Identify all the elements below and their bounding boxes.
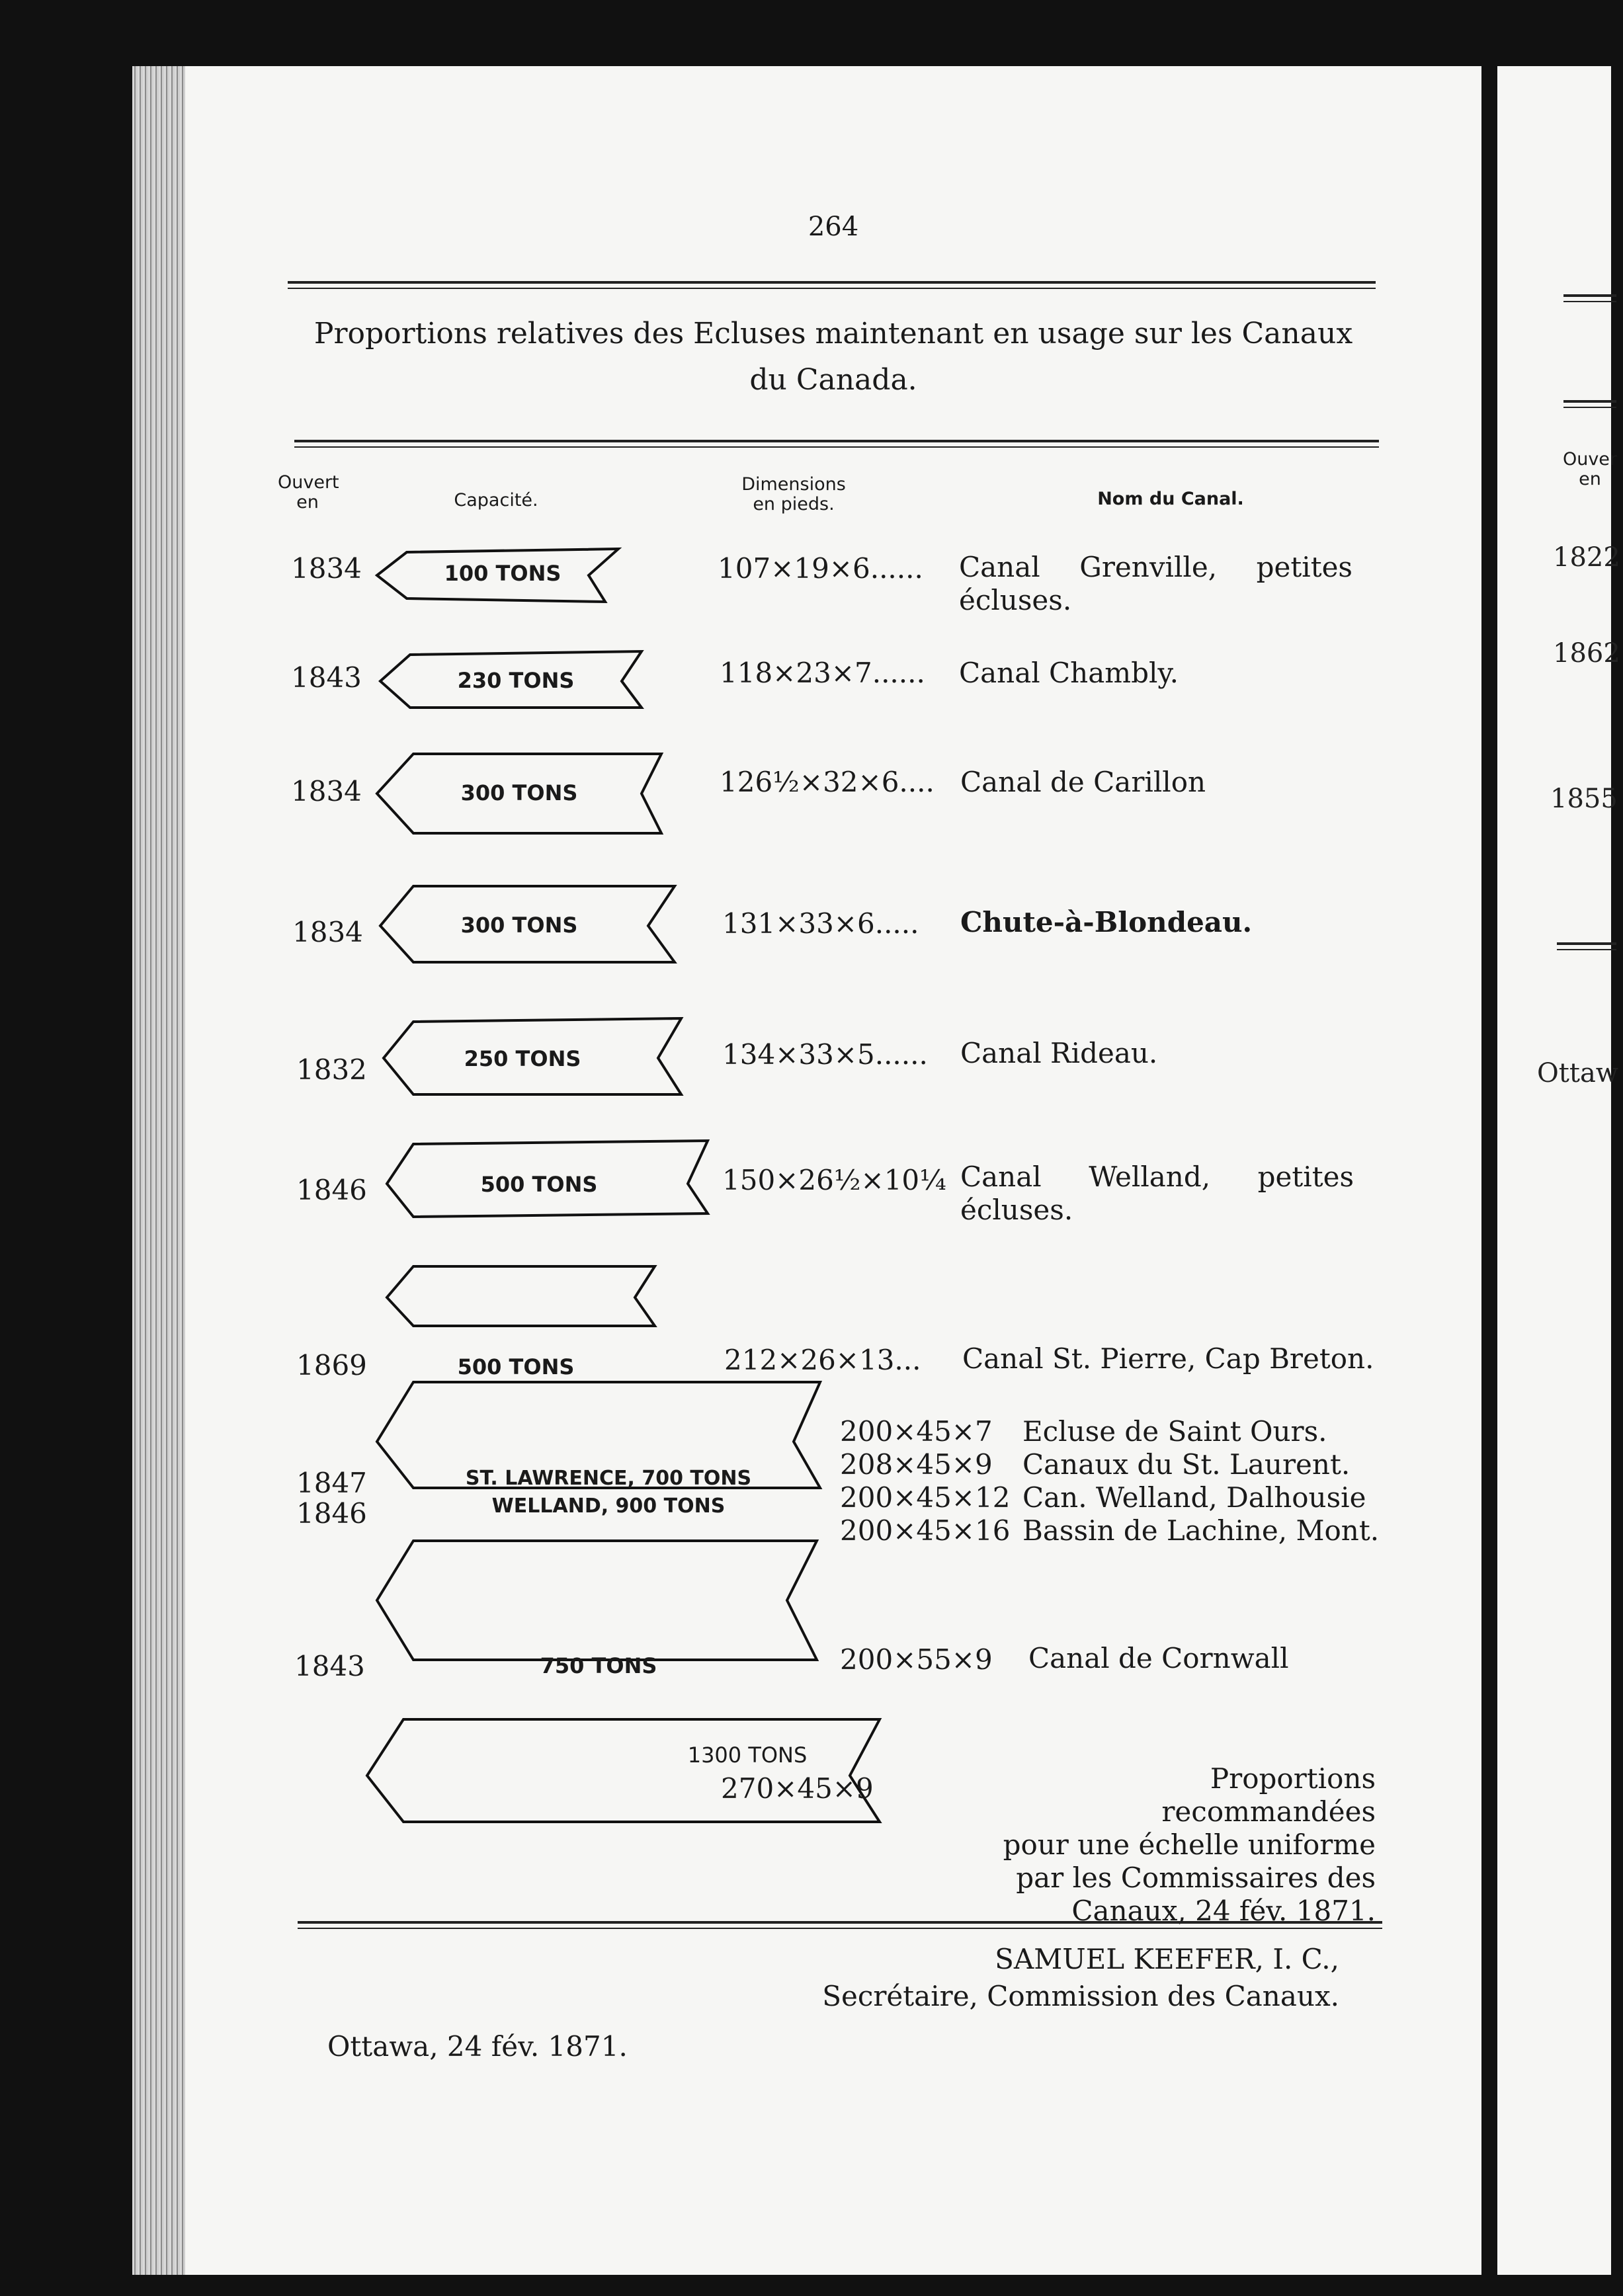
row-dimensions: 131×33×6..... bbox=[722, 907, 919, 940]
adjacent-year: 1862 bbox=[1553, 638, 1620, 669]
recommended-note bbox=[992, 1762, 1376, 1928]
row-canal-name: Canal Grenville, petites écluses. bbox=[959, 551, 1352, 616]
row-year: 1869 bbox=[296, 1349, 367, 1381]
lock-capacity-label: 300 TONS bbox=[460, 780, 578, 805]
lock-capacity-label-b: WELLAND, 900 TONS bbox=[491, 1495, 726, 1518]
adjacent-rule bbox=[1557, 942, 1616, 950]
adjacent-header-line1: Ouver bbox=[1562, 449, 1618, 470]
adjacent-rule bbox=[1563, 294, 1616, 302]
signature-name: SAMUEL KEEFER, I. C., bbox=[995, 1943, 1339, 1975]
header-dimensions-line2: en pieds. bbox=[753, 494, 835, 514]
row-dimensions: 134×33×5...... bbox=[722, 1038, 928, 1071]
lock-capacity-label-combined bbox=[423, 1465, 794, 1520]
lock-capacity-label: 250 TONS bbox=[464, 1046, 581, 1071]
lock-capacity-label: 750 TONS bbox=[540, 1653, 657, 1678]
header-canal-name: Nom du Canal. bbox=[1097, 489, 1244, 509]
adjacent-header bbox=[1557, 450, 1623, 489]
row-canal-name: Canal Chambly. bbox=[959, 657, 1179, 689]
adjacent-page bbox=[1497, 66, 1620, 2275]
header-opened-line2: en bbox=[296, 492, 319, 512]
row-dimensions: 126½×32×6.... bbox=[720, 766, 935, 798]
adjacent-year: 1822 bbox=[1553, 542, 1620, 573]
row-canal-name: Canal Rideau. bbox=[960, 1037, 1158, 1069]
lock-capacity-label: 500 TONS bbox=[480, 1172, 598, 1197]
page-edges bbox=[132, 66, 192, 2275]
row-dimensions: 107×19×6...... bbox=[718, 552, 923, 585]
title-line-2: du Canada. bbox=[749, 363, 917, 397]
lock-shape-1300 bbox=[367, 1719, 880, 1822]
lock-capacity-label: 230 TONS bbox=[457, 668, 575, 693]
header-dimensions-line1: Dimensions bbox=[741, 474, 846, 495]
adjacent-place: Ottaw bbox=[1537, 1058, 1619, 1088]
row-dimensions: 118×23×7...... bbox=[720, 657, 925, 689]
row-year: 1843 bbox=[294, 1650, 365, 1682]
adjacent-rule bbox=[1563, 400, 1616, 408]
document-page bbox=[185, 66, 1481, 2275]
signature-role: Secrétaire, Commission des Canaux. bbox=[822, 1980, 1339, 2012]
subline: 208×45×9 Canaux du St. Laurent. bbox=[840, 1448, 1351, 1481]
row-year: 1846 bbox=[296, 1174, 367, 1206]
row-sublines bbox=[840, 1415, 1379, 1547]
row-year-b: 1846 bbox=[296, 1497, 367, 1530]
place-date: Ottawa, 24 fév. 1871. bbox=[327, 2030, 628, 2063]
row-year: 1834 bbox=[292, 916, 363, 948]
note-line: pour une échelle uniforme bbox=[1003, 1828, 1376, 1861]
row-year: 1832 bbox=[296, 1053, 367, 1086]
book-spine bbox=[1481, 66, 1497, 2275]
row-year: 1834 bbox=[291, 552, 362, 585]
adjacent-year: 1855 bbox=[1550, 784, 1618, 814]
adjacent-header-line2: en bbox=[1579, 469, 1601, 489]
lock-shape-500-b bbox=[387, 1266, 655, 1326]
header-capacity: Capacité. bbox=[454, 490, 538, 511]
recommended-dimensions: 270×45×9 bbox=[721, 1772, 874, 1805]
subline: 200×45×16 Bassin de Lachine, Mont. bbox=[840, 1514, 1380, 1547]
signature-block bbox=[780, 1941, 1339, 2015]
header-opened-line1: Ouvert bbox=[278, 472, 339, 493]
page-number: 264 bbox=[808, 212, 859, 242]
note-line: par les Commissaires des bbox=[1016, 1862, 1376, 1894]
row-canal-name: Chute-à-Blondeau. bbox=[960, 906, 1253, 938]
row-canal-name: Canal de Carillon bbox=[960, 766, 1206, 798]
lock-capacity-label: 500 TONS bbox=[457, 1354, 575, 1379]
subline: 200×45×12 Can. Welland, Dalhousie bbox=[840, 1481, 1366, 1514]
row-canal-name: Canal St. Pierre, Cap Breton. bbox=[962, 1342, 1374, 1375]
recommended-capacity-label: 1300 TONS bbox=[687, 1742, 808, 1768]
row-canal-name: Canal Welland, petites écluses. bbox=[960, 1161, 1354, 1226]
lock-capacity-label: 100 TONS bbox=[444, 561, 562, 586]
note-line: Proportions recommandées bbox=[1161, 1762, 1376, 1828]
row-dimensions: 200×55×9 bbox=[840, 1643, 993, 1676]
title-line-1: Proportions relatives des Ecluses maintenant en usage sur les Canaux bbox=[313, 317, 1353, 350]
bottom-rule bbox=[298, 1921, 1382, 1929]
row-year-a: 1847 bbox=[296, 1467, 367, 1499]
row-dimensions: 150×26½×10¼ bbox=[722, 1164, 946, 1196]
row-years-combined bbox=[296, 1468, 367, 1529]
row-year: 1843 bbox=[291, 661, 362, 694]
lock-capacity-label-a: ST. LAWRENCE, 700 TONS bbox=[465, 1467, 752, 1490]
lock-capacity-label: 300 TONS bbox=[460, 913, 578, 938]
row-dimensions: 212×26×13... bbox=[724, 1344, 921, 1376]
row-year: 1834 bbox=[291, 775, 362, 807]
subline: 200×45×7 Ecluse de Saint Ours. bbox=[840, 1415, 1327, 1448]
note-line: Canaux, 24 fév. 1871. bbox=[1071, 1895, 1376, 1927]
row-canal-name: Canal de Cornwall bbox=[1028, 1642, 1289, 1674]
lock-shape-750 bbox=[377, 1541, 817, 1660]
